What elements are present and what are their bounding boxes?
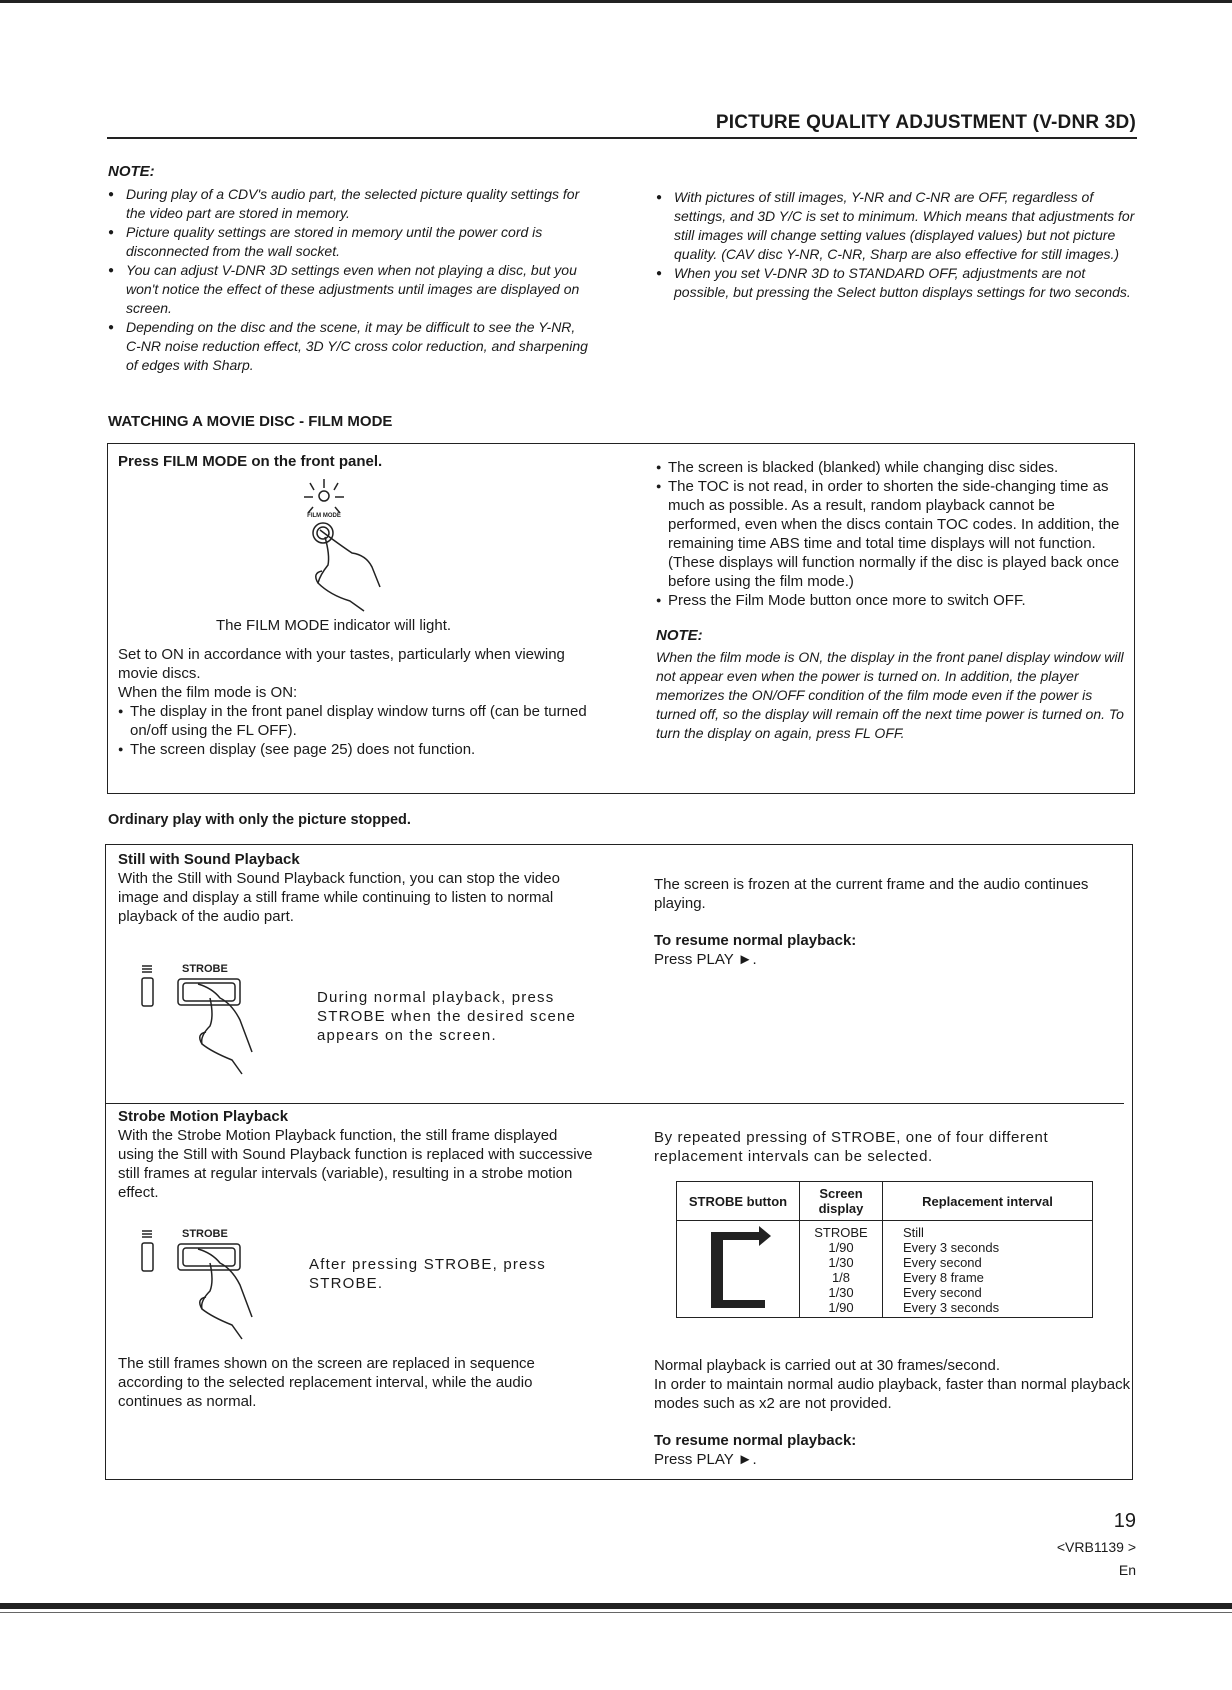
table-cell: Every 3 seconds	[883, 1240, 1093, 1255]
strobe-interval-table	[676, 1181, 1093, 1318]
note-item: ● Depending on the disc and the scene, it may be difficult to see the Y-NR, C-NR noise reduction effect, 3D Y/C cross color reduction, and sharpening of edges with Sharp.	[108, 318, 590, 375]
strobe-label: STROBE	[182, 1228, 228, 1240]
film-mode-right-bullet: ● The TOC is not read, in order to shorten the side-changing time as much as possible. As a result, random playback cannot be performed, even when the discs contain TOC codes. In addition, the remaining time ABS time and total time displays will not function. (These displays will function normally if the disc is played back once before using the film mode.)	[656, 477, 1126, 591]
document-code: <VRB1139 >	[1056, 1539, 1136, 1555]
table-header: STROBE button	[677, 1182, 800, 1221]
film-mode-left-bullets	[118, 702, 596, 759]
strobe-motion-bottom-text: The still frames shown on the screen are replaced in sequence according to the selected replacement interval, while the audio continues as normal.	[118, 1355, 535, 1410]
table-cell: STROBE	[800, 1221, 883, 1241]
film-mode-indicator-caption: The FILM MODE indicator will light.	[216, 617, 452, 634]
film-mode-set-text: Set to ON in accordance with your tastes, particularly when viewing movie discs.	[118, 646, 565, 682]
film-mode-icon-label: FILM MODE	[307, 513, 341, 519]
table-cell: Every second	[883, 1285, 1093, 1300]
still-right-text: The screen is frozen at the current frame and the audio continues playing.	[654, 876, 1089, 912]
strobe-normal-text1: Normal playback is carried out at 30 frames/second.	[654, 1357, 1000, 1374]
still-desc: With the Still with Sound Playback function, you can stop the video image and display a still frame while continuing to listen to normal playback of the audio part.	[118, 870, 560, 925]
note-heading: NOTE:	[108, 163, 155, 180]
note-item: ● With pictures of still images, Y-NR and C-NR are OFF, regardless of settings, and 3D Y/C is set to minimum. Which means that adjustments for still images will change setting values (displayed values) but not picture quality. (CAV disc Y-NR, C-NR, Sharp are also effective for still images.)	[656, 188, 1138, 264]
table-cell: Still	[883, 1221, 1093, 1241]
strobe-motion-right-intro: By repeated pressing of STROBE, one of four different replacement intervals can be selected.	[654, 1129, 1049, 1165]
note-right-list	[656, 188, 1138, 302]
film-mode-right-bullet: ● The screen is blacked (blanked) while changing disc sides.	[656, 458, 1126, 477]
film-mode-section-heading: WATCHING A MOVIE DISC - FILM MODE	[108, 413, 393, 430]
strobe-normal-text2: In order to maintain normal audio playback, faster than normal playback modes such as x2 are not provided.	[654, 1376, 1131, 1412]
film-mode-right-bullets	[656, 458, 1126, 610]
film-mode-when-on: When the film mode is ON:	[118, 684, 298, 701]
film-mode-hand-icon	[280, 475, 410, 615]
note-item: ● You can adjust V-DNR 3D settings even when not playing a disc, but you won't notice the effect of these adjustments until images are displayed on screen.	[108, 261, 590, 318]
table-cell: Every 3 seconds	[883, 1300, 1093, 1318]
strobe-cycle-arrow-cell	[677, 1221, 800, 1318]
strobe-button-hand-icon	[140, 1225, 300, 1340]
strobe-motion-instruction: After pressing STROBE, press STROBE.	[309, 1256, 547, 1292]
strobe-cycle-arrow-icon	[703, 1222, 773, 1314]
still-resume-text: Press PLAY ►.	[654, 951, 757, 968]
table-cell: 1/30	[800, 1255, 883, 1270]
table-cell: 1/90	[800, 1240, 883, 1255]
strobe-resume-text: Press PLAY ►.	[654, 1451, 757, 1468]
note-item: ● During play of a CDV's audio part, the selected picture quality settings for the video part are stored in memory.	[108, 185, 590, 223]
strobe-resume-heading: To resume normal playback:	[654, 1432, 857, 1449]
strobe-label: STROBE	[182, 963, 228, 975]
note-item: ● Picture quality settings are stored in memory until the power cord is disconnected from the wall socket.	[108, 223, 590, 261]
table-cell: 1/8	[800, 1270, 883, 1285]
film-mode-note-heading: NOTE:	[656, 627, 703, 644]
page-title: PICTURE QUALITY ADJUSTMENT (V-DNR 3D)	[715, 112, 1136, 133]
bottom-edge-line	[0, 1603, 1232, 1609]
film-mode-left-bullet: ● The display in the front panel display window turns off (can be turned on/off using the FL OFF).	[118, 702, 596, 740]
strobe-button-hand-icon	[140, 960, 300, 1075]
table-cell: Every second	[883, 1255, 1093, 1270]
strobe-motion-title: Strobe Motion Playback	[118, 1108, 289, 1125]
still-title: Still with Sound Playback	[118, 851, 300, 868]
table-header: Screen display	[800, 1182, 883, 1221]
table-cell: 1/90	[800, 1300, 883, 1318]
note-item: ● When you set V-DNR 3D to STANDARD OFF, adjustments are not possible, but pressing the Select button displays settings for two seconds.	[656, 264, 1138, 302]
ordinary-section-heading: Ordinary play with only the picture stopped.	[108, 812, 411, 828]
language-code: En	[1118, 1562, 1136, 1578]
table-cell: Every 8 frame	[883, 1270, 1093, 1285]
top-edge-line	[0, 0, 1232, 3]
film-mode-instruction: Press FILM MODE on the front panel.	[118, 453, 383, 470]
note-left-list	[108, 185, 590, 375]
bottom-edge-thin-line	[0, 1612, 1232, 1613]
film-mode-note-text: When the film mode is ON, the display in the front panel display window will not appear even when the power is turned on. In addition, the player memorizes the ON/OFF condition of the film mode even if the power is turned off, so the display will remain off the next time power is turned on. To turn the display on again, press FL OFF.	[656, 649, 1124, 741]
table-header: Replacement interval	[883, 1182, 1093, 1221]
still-instruction: During normal playback, press STROBE when the desired scene appears on the screen.	[317, 989, 577, 1044]
ordinary-divider	[106, 1103, 1124, 1104]
still-resume-heading: To resume normal playback:	[654, 932, 857, 949]
title-rule	[107, 137, 1137, 139]
film-mode-right-bullet: ● Press the Film Mode button once more to switch OFF.	[656, 591, 1126, 610]
film-mode-left-bullet: ● The screen display (see page 25) does not function.	[118, 740, 596, 759]
table-cell: 1/30	[800, 1285, 883, 1300]
strobe-motion-desc: With the Strobe Motion Playback function, the still frame displayed using the Still with Sound Playback function is replaced with successive still frames at regular intervals (variable), resulting in a strobe motion effect.	[118, 1127, 593, 1201]
page-number: 19	[1113, 1510, 1136, 1532]
